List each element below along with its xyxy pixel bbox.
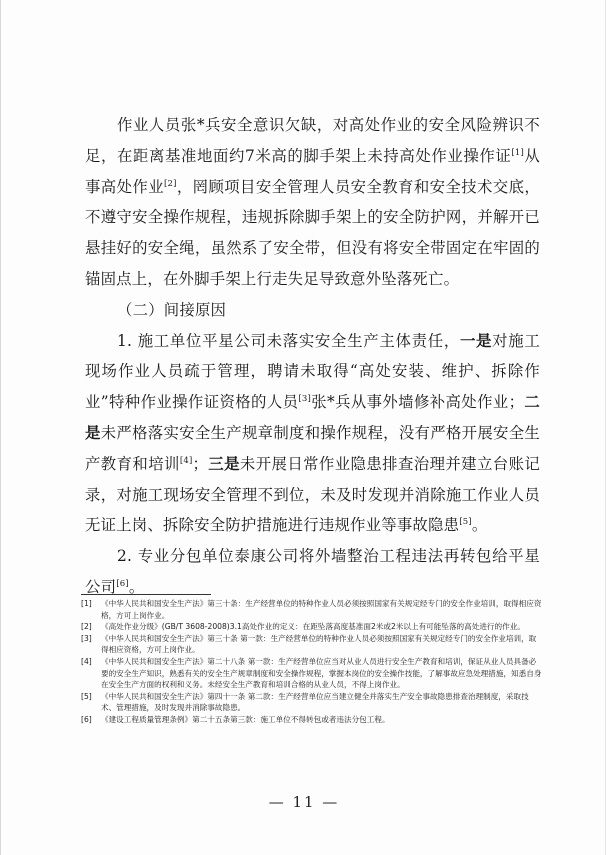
footnote-ref[interactable]: [6] [116, 578, 129, 589]
section-heading: （二）间接原因 [117, 300, 227, 319]
footnote-ref[interactable]: [1] [511, 147, 524, 158]
footnote-item [81, 691, 543, 714]
footnote-number: [3] [81, 633, 92, 643]
text-run: 。 [128, 577, 145, 596]
footnote-item [81, 714, 543, 726]
footnote-item [81, 621, 543, 633]
bold-marker: 二是 [85, 393, 540, 442]
text-run: 。 [471, 516, 488, 535]
text-run: 作业人员张*兵安全意识欠缺，对高处作业的安全风险辨识不足，在距离基准地面约7米高的脚手架上未持高处作业操作证 [85, 116, 540, 165]
main-text [85, 110, 540, 603]
footnote-item [81, 598, 543, 621]
footnote-text: 《中华人民共和国安全生产法》第二十八条 第一款：生产经营单位应当对从业人员进行安全生产教育和培训，保证从业人员具备必要的安全生产知识，熟悉有关的安全生产规章制度和安全操作规程，掌握本岗位的安全操作技能，了解事故应急处理措施，知悉自身在安全生产方面的权利和义务。未经安全生产教育和培训合格的从业人员，不得上岗作业。 [101, 656, 542, 690]
text-run: 张*兵从事外墙修补高处作业； [311, 393, 525, 412]
text-run: 1. 施工单位平星公司未落实安全生产主体责任， [117, 331, 460, 350]
footnote-number: [1] [81, 599, 92, 608]
footnote-text: 《中华人民共和国安全生产法》第三十条 第一款：生产经营单位的特种作业人员必须按照国家有关规定经专门的安全作业培训，取得相应资格，方可上岗作业。 [101, 633, 537, 655]
text-run: ； [192, 454, 209, 473]
bold-marker: 一是 [459, 331, 493, 350]
bold-marker: 三是 [208, 454, 240, 473]
text-run: 未开展日常作业隐患排查治理并建立台账记录，对施工现场安全管理不到位，未及时发现并消除施工作业人员无证上岗、拆除安全防护措施进行违规作业等事故隐患 [85, 454, 540, 535]
text-run: ，罔顾项目安全管理人员安全教育和安全技术交底，不遵守安全操作规程，违规拆除脚手架上的安全防护网，并解开已悬挂好的安全绳，虽然系了安全带，但没有将安全带固定在牢固的锚固点上，在外脚手架上行走失足导致意外坠落死亡。 [85, 177, 540, 288]
footnotes [81, 598, 543, 726]
footnote-ref[interactable]: [4] [179, 455, 193, 466]
footnote-number: [6] [81, 714, 92, 724]
footnote-item [81, 633, 543, 656]
footnote-text: 《中华人民共和国安全生产法》第四十一条 第二款：生产经营单位应当建立健全并落实生产安全事故隐患排查治理制度，采取技术、管理措施，及时发现并消除事故隐患。 [101, 691, 529, 713]
paragraph-indirect-cause-1 [85, 326, 540, 542]
footnote-number: [4] [81, 656, 92, 666]
text-run: 对施工现场作业人员疏于管理，聘请未取得“高处安装、维护、拆除作业”特种作业操作证资格的人员 [85, 331, 540, 412]
footnote-text: 《中华人民共和国安全生产法》第三十条：生产经营单位的特种作业人员必须按照国家有关规定经专门的安全作业培训，取得相应资格，方可上岗作业。 [101, 599, 542, 620]
text-run: 从事高处作业 [85, 146, 540, 196]
footnote-ref[interactable]: [2] [164, 178, 177, 189]
paragraph-direct-cause [85, 110, 540, 295]
footnote-item [81, 656, 543, 691]
footnote-number: [2] [81, 622, 92, 632]
text-run: 未严格落实安全生产规章制度和操作规程，没有严格开展安全生产教育和培训 [85, 423, 540, 473]
footnote-divider [81, 594, 211, 595]
footnote-number: [5] [81, 691, 92, 701]
footnote-ref[interactable]: [5] [459, 517, 472, 528]
text-run: 2. 专业分包单位泰康公司将外墙整治工程违法再转包给平星公司 [85, 547, 540, 596]
footnote-text: 《高处作业分级》(GB/T 3608-2008)3.1高处作业的定义：在距坠落高度基准面2米或2米以上有可能坠落的高处进行的作业。 [101, 622, 525, 632]
footnote-text: 《建设工程质量管理条例》第二十五条第三款：施工单位不得转包或者违法分包工程。 [101, 714, 390, 724]
page-number: — 11 — [268, 793, 340, 811]
footnote-ref[interactable]: [3] [298, 394, 312, 405]
